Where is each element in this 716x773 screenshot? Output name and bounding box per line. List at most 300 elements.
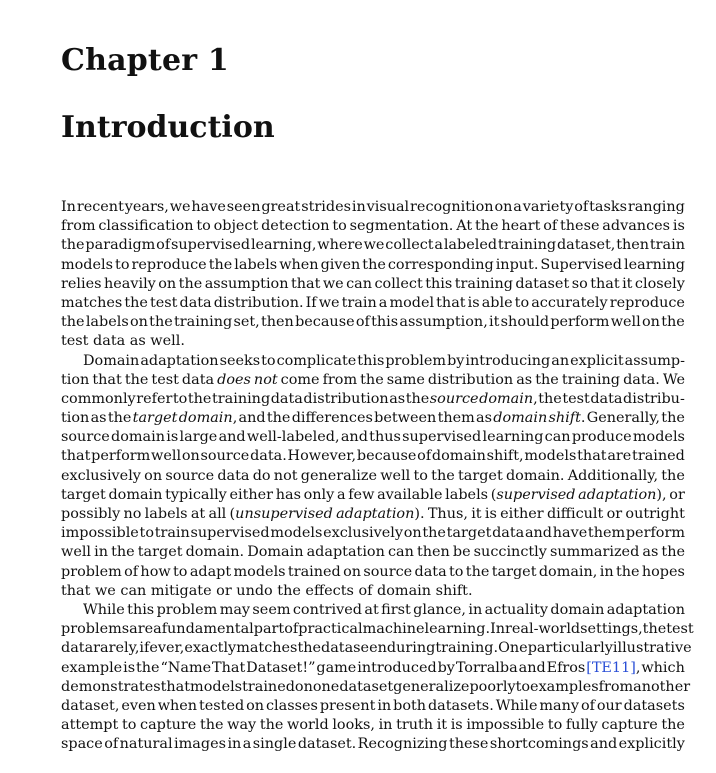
word: have [191, 199, 226, 215]
word: the [362, 256, 386, 273]
word: in [94, 544, 108, 561]
word: training [454, 275, 513, 292]
word: on [403, 525, 422, 542]
word: the [259, 717, 284, 734]
word: advances [602, 218, 671, 235]
word: exactly [184, 640, 237, 657]
word: train [341, 294, 377, 311]
word: labels [234, 256, 278, 273]
word: how [140, 563, 171, 580]
word: to [173, 563, 188, 580]
word: truth [396, 717, 434, 734]
word: generalize [300, 467, 378, 484]
word: models [270, 525, 323, 542]
word: distribution [303, 390, 389, 407]
word: the [431, 467, 455, 484]
word: is [672, 218, 685, 235]
word: either [229, 486, 274, 503]
word: a [242, 736, 252, 753]
word: on [494, 199, 513, 215]
text-line [61, 601, 685, 620]
word: part [253, 621, 285, 638]
word: seem [252, 601, 291, 618]
word: on [343, 563, 362, 580]
word: learning, [250, 237, 317, 254]
word: on [181, 448, 200, 465]
word: adaptation [140, 352, 219, 369]
word: be [452, 544, 471, 561]
word: domain. [185, 544, 245, 561]
word: the [61, 237, 85, 254]
word: on [144, 467, 163, 484]
word: do [252, 467, 271, 484]
word: that [577, 448, 607, 465]
word: Domain [247, 544, 304, 561]
word: these [448, 736, 489, 753]
word: model [389, 294, 435, 311]
word: domain. [505, 467, 565, 484]
word: real-world [505, 621, 581, 638]
word: have [552, 525, 588, 542]
word: able [481, 294, 513, 311]
word: training [497, 237, 557, 254]
word: to [172, 390, 188, 407]
word: data [492, 525, 525, 542]
word: this [357, 352, 385, 369]
chapter-body [61, 198, 694, 754]
word: If [305, 294, 317, 311]
word: tion [61, 371, 90, 388]
word: our [596, 697, 622, 714]
word: the [661, 467, 685, 484]
word: corresponding [387, 256, 494, 273]
word: it [622, 275, 633, 292]
word: domain, [178, 410, 238, 427]
word: as [516, 371, 533, 388]
word: many [539, 697, 580, 714]
text-line [61, 390, 685, 409]
word: problem [61, 563, 122, 580]
word: source [165, 467, 215, 484]
word: the [124, 294, 148, 311]
text-line [61, 678, 691, 697]
word: supervised [171, 237, 251, 254]
word: data [179, 294, 212, 311]
word: [TE11], [586, 659, 641, 676]
word: illustrative [612, 640, 692, 657]
word: particularly [527, 640, 613, 657]
word: is [166, 429, 179, 446]
word: we [318, 294, 340, 311]
word: explicitly [618, 736, 685, 753]
word: the [474, 218, 499, 235]
text-line [61, 524, 685, 543]
word: few [348, 486, 375, 503]
text-segment: test data as well. [61, 333, 185, 350]
word: years, [124, 199, 169, 215]
word: the [661, 314, 685, 331]
word: an [551, 352, 570, 369]
word: adapt [189, 563, 232, 580]
word: trained [287, 563, 341, 580]
word: attempt [61, 717, 119, 734]
word: images [174, 736, 226, 753]
word: of [574, 199, 589, 215]
word: even [121, 697, 156, 714]
word: to [115, 256, 130, 273]
word: shortcomings [489, 736, 589, 753]
word: either [500, 506, 544, 522]
text-line [61, 659, 685, 678]
paragraph [61, 352, 685, 601]
word: target [446, 525, 492, 542]
word: succinctly [473, 544, 547, 561]
word: the [360, 371, 384, 388]
word: in [599, 563, 614, 580]
word: seen [353, 640, 387, 657]
word: of [417, 448, 432, 465]
word: because [295, 314, 355, 331]
word: the [178, 275, 203, 292]
word: and [340, 429, 368, 446]
word: adaptation [306, 544, 385, 561]
word: we [322, 275, 344, 292]
word: by [437, 659, 455, 676]
word: machine [362, 621, 425, 638]
word: trained [632, 448, 685, 465]
word: to [413, 467, 428, 484]
word: test [562, 390, 590, 407]
word: then [260, 314, 294, 331]
word: train [649, 237, 685, 254]
word: supervised [190, 525, 270, 542]
word: test [151, 371, 179, 388]
word: tested [199, 697, 245, 714]
word: and [524, 525, 553, 542]
word: assumption [204, 275, 289, 292]
word: first [381, 601, 411, 618]
word: collect [374, 275, 423, 292]
word: exclusively [61, 467, 141, 484]
word: a [378, 294, 388, 311]
word: datasets [623, 697, 685, 714]
word: classification [98, 218, 194, 235]
word: well [380, 467, 411, 484]
word: In [490, 621, 506, 638]
word: perform [625, 525, 685, 542]
word: domain [550, 601, 605, 618]
word: which [641, 659, 685, 676]
word: heart [501, 218, 541, 235]
word: the [297, 640, 322, 657]
word: present [319, 697, 376, 714]
word: that [290, 275, 321, 292]
word: on [158, 275, 177, 292]
word: matches [236, 640, 298, 657]
word: of [156, 237, 171, 254]
word: the [187, 390, 212, 407]
word: both [393, 697, 427, 714]
word: data [181, 371, 215, 388]
word: well [61, 544, 92, 561]
word: impossible [466, 717, 545, 734]
word: that [436, 294, 466, 311]
word: the [465, 563, 490, 580]
word: between [374, 410, 437, 427]
word: it [436, 717, 448, 734]
word: is [467, 294, 480, 311]
text-line [61, 639, 692, 658]
word: the [111, 544, 135, 561]
word: fundamental [161, 621, 254, 638]
word: that [590, 275, 620, 292]
word: problem [156, 601, 218, 618]
text-segment: that we can mitigate or undo the effects of domain shift. [61, 582, 473, 599]
text-line [61, 486, 685, 505]
word: Torralba [455, 659, 518, 676]
word: relies [61, 275, 102, 292]
word: them [437, 410, 475, 427]
word: demonstrates [61, 678, 161, 695]
chapter-title: Introduction [61, 110, 275, 145]
word: the [107, 410, 132, 427]
word: Thus, [427, 506, 468, 522]
text-line [61, 716, 685, 735]
word: seeks [219, 352, 261, 369]
word: not [253, 371, 278, 388]
word: no [123, 506, 142, 522]
word: Additionally, [567, 467, 659, 484]
word: detection [261, 218, 330, 235]
word: reproduce [131, 256, 207, 273]
word: training. [435, 640, 499, 657]
word: domain [431, 448, 486, 465]
word: Recognizing [357, 736, 448, 753]
text-line [61, 563, 685, 582]
word: should [500, 314, 550, 331]
word: We [662, 371, 685, 388]
word: from [61, 218, 96, 235]
word: One [498, 640, 528, 657]
word: has [275, 486, 301, 503]
word: then [416, 544, 450, 561]
word: assump- [624, 352, 685, 369]
chapter-number: Chapter 1 [61, 43, 229, 78]
text-line [61, 256, 685, 275]
word: data [217, 467, 250, 484]
word: tion [61, 410, 90, 427]
word: and [238, 410, 266, 427]
text-line [61, 313, 685, 332]
word: to [547, 717, 563, 734]
word: to [121, 717, 137, 734]
text-line [61, 582, 685, 601]
word: are [129, 621, 154, 638]
word: the [535, 371, 559, 388]
word: practical [298, 621, 363, 638]
word: because [356, 448, 417, 465]
word: dataset, [556, 237, 616, 254]
word: it [471, 506, 482, 522]
word: as [90, 410, 107, 427]
word: to [332, 218, 347, 235]
text-line [61, 236, 685, 255]
word: domain [493, 410, 548, 427]
word: glance, [413, 601, 466, 618]
word: to [515, 678, 531, 695]
word: to [514, 294, 530, 311]
word: commonly [61, 390, 136, 407]
word: in [378, 717, 393, 734]
word: great [261, 199, 301, 215]
word: data [61, 640, 94, 657]
word: the [199, 717, 224, 734]
text-line [61, 409, 685, 428]
text-line [61, 294, 685, 313]
word: a [336, 486, 346, 503]
word: Dataset!” [246, 659, 316, 676]
word: domain [111, 429, 166, 446]
word: game [316, 659, 357, 676]
word: typically [165, 486, 227, 503]
word: only [303, 486, 335, 503]
word: adaptation), [578, 486, 667, 503]
word: generalize [393, 678, 470, 695]
word: data [321, 640, 354, 657]
word: models [233, 563, 286, 580]
word: well-labeled, [246, 429, 340, 446]
word: training [174, 314, 233, 331]
word: target [137, 544, 183, 561]
word: dataset [515, 275, 570, 292]
word: the [661, 544, 685, 561]
word: in [468, 601, 483, 618]
text-line [61, 217, 685, 236]
word: well [610, 314, 641, 331]
word: on [129, 314, 148, 331]
word: in [227, 736, 242, 753]
word: at [190, 506, 206, 522]
word: the [149, 314, 173, 331]
word: the [266, 410, 291, 427]
word: of [355, 314, 370, 331]
word: data [270, 390, 303, 407]
word: them [587, 525, 626, 542]
word: While [495, 697, 538, 714]
word: by [447, 352, 465, 369]
word: training [211, 390, 271, 407]
word: all [208, 506, 227, 522]
word: that [92, 371, 122, 388]
word: in [377, 697, 392, 714]
word: may [219, 601, 251, 618]
word: fully [565, 717, 598, 734]
word: produce [571, 429, 632, 446]
word: target [132, 410, 178, 427]
text-line [61, 371, 685, 390]
text-line [61, 620, 694, 639]
word: capture [140, 717, 197, 734]
text-line [61, 447, 685, 466]
word: the [135, 659, 160, 676]
word: collect [385, 237, 434, 254]
word: shift. [548, 410, 586, 427]
word: can [346, 275, 373, 292]
word: is [123, 659, 136, 676]
word: on [294, 678, 313, 695]
word: shift, [486, 448, 524, 465]
word: this [127, 601, 155, 618]
word: and [218, 429, 246, 446]
word: Supervised [540, 256, 623, 273]
word: However, [287, 448, 357, 465]
word: domain, [479, 390, 538, 407]
word: capture [601, 717, 658, 734]
word: assumption, [399, 314, 488, 331]
word: training [561, 371, 621, 388]
word: given [320, 256, 361, 273]
word: the [661, 717, 685, 734]
paragraph [61, 198, 685, 352]
citation-link[interactable]: [TE11] [586, 659, 636, 676]
word: large [179, 429, 218, 446]
word: source [363, 563, 413, 580]
word: reproduce [609, 294, 685, 311]
word: this [371, 314, 399, 331]
word: a [153, 621, 162, 638]
word: poorly [469, 678, 516, 695]
word: supervised [402, 429, 482, 446]
word: in [351, 199, 366, 215]
word: of [580, 697, 595, 714]
word: train [154, 525, 190, 542]
word: is [450, 717, 463, 734]
word: explicit [570, 352, 624, 369]
word: settings, [580, 621, 643, 638]
word: ranging [627, 199, 685, 215]
word: looks, [332, 717, 375, 734]
word: possibly [61, 506, 121, 522]
word: on [246, 697, 265, 714]
word: set, [233, 314, 260, 331]
word: when [157, 697, 198, 714]
word: models [61, 256, 114, 273]
word: if [139, 640, 150, 657]
word: a [434, 237, 443, 254]
word: strides [301, 199, 351, 215]
word: complicate [276, 352, 357, 369]
word: distribution [427, 371, 514, 388]
word: source [429, 390, 479, 407]
word: data [590, 390, 623, 407]
word: source [61, 429, 110, 446]
word: data [414, 563, 447, 580]
word: as [476, 410, 493, 427]
text-line [61, 198, 685, 217]
word: learning [624, 256, 685, 273]
word: test [149, 294, 178, 311]
word: the [661, 410, 685, 427]
word: learning [482, 429, 544, 446]
text-line [61, 505, 685, 524]
word: these [560, 218, 600, 235]
word: models [524, 448, 577, 465]
word: of [543, 218, 558, 235]
word: (unsupervised [229, 506, 333, 522]
word: dataset [339, 678, 394, 695]
word: so [571, 275, 588, 292]
word: the [124, 371, 149, 388]
